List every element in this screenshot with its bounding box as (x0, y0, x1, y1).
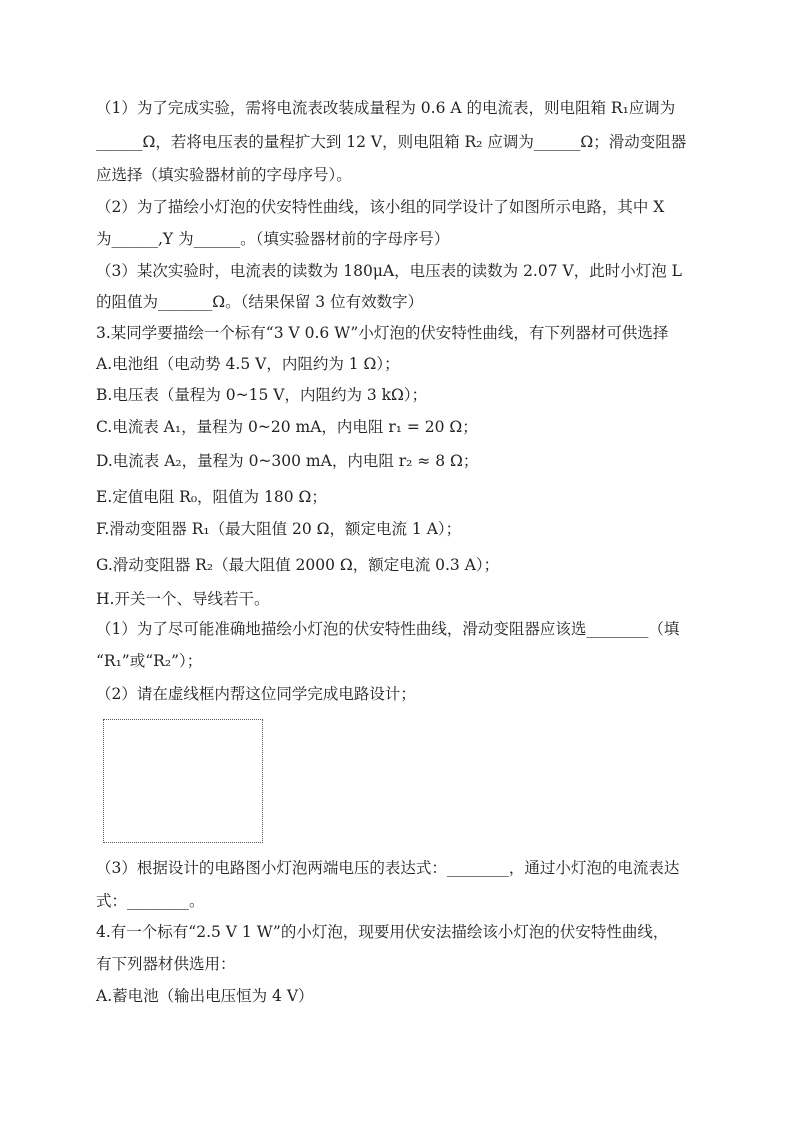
text-line: 有下列器材供选用： (96, 955, 236, 973)
text-line: （3）根据设计的电路图小灯泡两端电压的表达式：________，通过小灯泡的电流表达 (96, 859, 680, 877)
text-line: “R₁”或“R₂”）； (96, 652, 203, 670)
text-line: A.电池组（电动势 4.5 V，内阻约为 1 Ω）； (96, 355, 400, 373)
text-line: （3）某次实验时，电流表的读数为 180μA，电压表的读数为 2.07 V，此时小灯泡 L (96, 262, 682, 280)
text-line: 的阻值为_______Ω。（结果保留 3 位有效数字） (96, 293, 424, 311)
text-line: A.蓄电池（输出电压恒为 4 V） (96, 987, 314, 1005)
text-line: F.滑动变阻器 R₁（最大阻值 20 Ω，额定电流 1 A）； (96, 520, 462, 538)
text-line: 应选择（填实验器材前的字母序号）。 (96, 166, 352, 184)
text-line: 式：________。 (96, 892, 205, 910)
text-line: 4.有一个标有“2.5 V 1 W”的小灯泡，现要用伏安法描绘该小灯泡的伏安特性曲线， (96, 923, 669, 941)
text-line: C.电流表 A₁，量程为 0~20 mA，内电阻 r₁ = 20 Ω； (96, 418, 478, 436)
text-line: 3.某同学要描绘一个标有“3 V 0.6 W”小灯泡的伏安特性曲线，有下列器材可供选择 (96, 324, 669, 342)
text-line: G.滑动变阻器 R₂（最大阻值 2000 Ω，额定电流 0.3 A）； (96, 556, 500, 574)
circuit-design-box (103, 719, 263, 843)
text-line: （2）请在虚线框内帮这位同学完成电路设计； (96, 685, 416, 703)
text-line: ______Ω，若将电压表的量程扩大到 12 V，则电阻箱 R₂ 应调为______Ω；滑动变阻器 (96, 133, 687, 151)
text-line: B.电压表（量程为 0~15 V，内阻约为 3 kΩ）； (96, 386, 428, 404)
text-line: D.电流表 A₂，量程为 0~300 mA，内电阻 r₂ ≈ 8 Ω； (96, 452, 479, 470)
text-line: 为______,Y 为______。（填实验器材前的字母序号） (96, 230, 450, 248)
text-line: （1）为了尽可能准确地描绘小灯泡的伏安特性曲线，滑动变阻器应该选________（填 (96, 620, 680, 638)
text-line: H.开关一个、导线若干。 (96, 590, 270, 608)
text-line: （1）为了完成实验，需将电流表改装成量程为 0.6 A 的电流表，则电阻箱 R₁应调为 (96, 99, 676, 117)
text-line: E.定值电阻 R₀，阻值为 180 Ω； (96, 488, 327, 506)
text-line: （2）为了描绘小灯泡的伏安特性曲线，该小组的同学设计了如图所示电路，其中 X (96, 198, 665, 216)
